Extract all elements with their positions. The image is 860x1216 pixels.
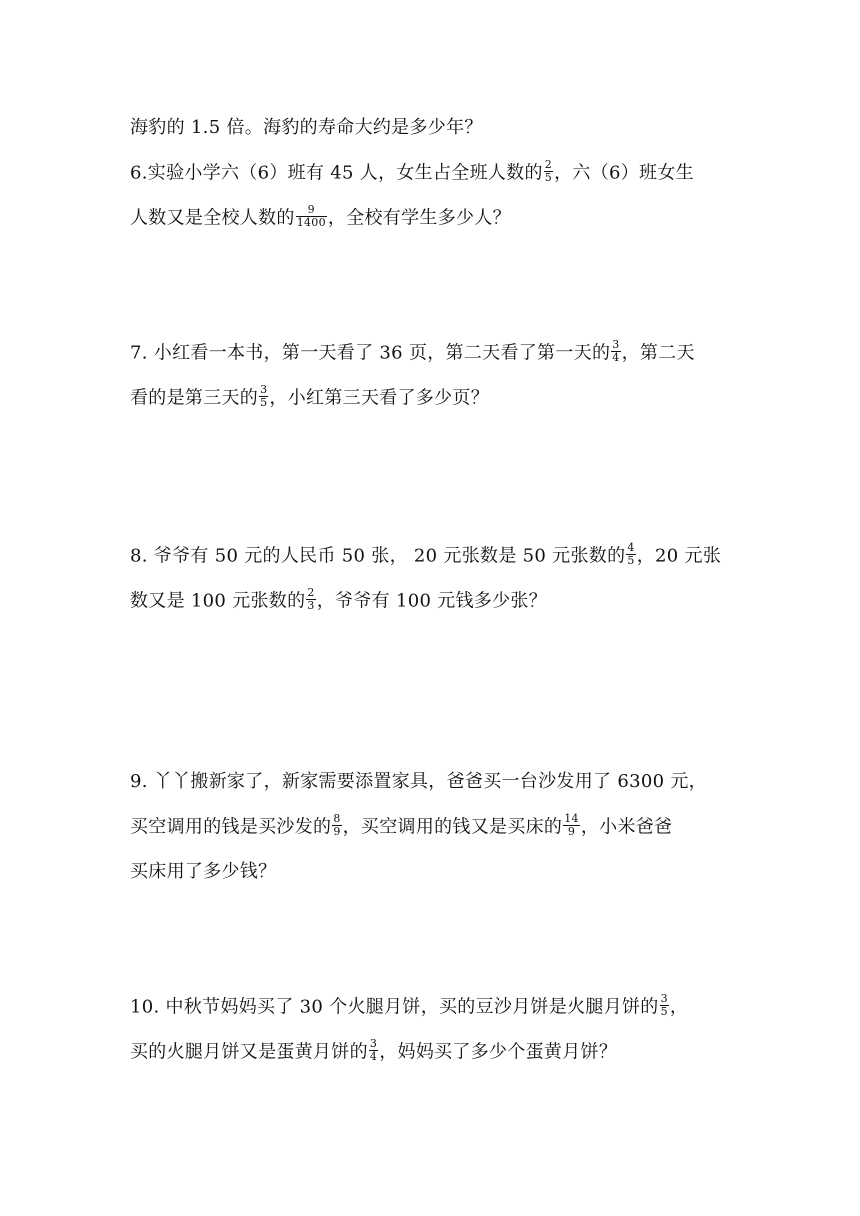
line-text: ，小红第三天看了多少页？ bbox=[269, 387, 490, 409]
fraction bbox=[563, 813, 580, 838]
line-text: ， bbox=[669, 996, 689, 1018]
line-text: 买的火腿月饼又是蛋黄月饼的 bbox=[130, 1041, 368, 1063]
problem-9-line-1 bbox=[130, 770, 707, 794]
line-text: ，爷爷有 100 元钱多少张？ bbox=[316, 590, 548, 612]
problem-6-line-1 bbox=[130, 158, 694, 186]
line-text: ，妈妈买了多少个蛋黄月饼？ bbox=[379, 1041, 618, 1063]
line-text: 7. 小红看一本书，第一天看了 36 页，第二天看了第一天的 bbox=[130, 342, 611, 364]
line-text: ，六（6）班女生 bbox=[554, 162, 694, 184]
fraction bbox=[259, 384, 268, 409]
numerator: 2 bbox=[544, 158, 553, 171]
denominator: 1400 bbox=[296, 216, 326, 229]
line-text: 8. 爷爷有 50 元的人民币 50 张， 20 元张数是 50 元张数的 bbox=[130, 545, 626, 567]
line-text: ，第二天 bbox=[621, 342, 695, 364]
fraction bbox=[626, 542, 635, 567]
line-text: ，全校有学生多少人？ bbox=[327, 207, 511, 229]
fraction bbox=[369, 1038, 378, 1063]
denominator: 3 bbox=[307, 599, 315, 612]
line-text: ，买空调用的钱又是买床的 bbox=[342, 816, 563, 838]
line-text: 买床用了多少钱？ bbox=[130, 861, 277, 882]
numerator: 9 bbox=[296, 204, 327, 217]
denominator: 5 bbox=[544, 171, 553, 184]
numerator: 4 bbox=[627, 541, 635, 554]
numerator: 2 bbox=[307, 586, 315, 599]
denominator: 9 bbox=[333, 825, 341, 838]
problem-7-line-2 bbox=[130, 383, 490, 411]
line-text: 10. 中秋节妈妈买了 30 个火腿月饼，买的豆沙月饼是火腿月饼的 bbox=[130, 996, 659, 1018]
denominator: 4 bbox=[612, 351, 620, 364]
problem-9-line-2 bbox=[130, 812, 673, 840]
line-text: 买空调用的钱是买沙发的 bbox=[130, 816, 332, 838]
line-text: 海豹的 1.5 倍。海豹的寿命大约是多少年？ bbox=[130, 117, 483, 138]
line-text: 数又是 100 元张数的 bbox=[130, 590, 306, 612]
numerator: 14 bbox=[564, 812, 579, 825]
text-line bbox=[130, 116, 483, 140]
denominator: 5 bbox=[260, 396, 268, 409]
problem-7-line-1 bbox=[130, 338, 695, 366]
denominator: 4 bbox=[369, 1050, 378, 1063]
denominator: 5 bbox=[627, 554, 635, 567]
numerator: 3 bbox=[260, 383, 268, 396]
fraction bbox=[306, 587, 315, 612]
line-text: 9. 丫丫搬新家了，新家需要添置家具，爸爸买一台沙发用了 6300 元， bbox=[130, 771, 707, 792]
fraction bbox=[544, 159, 553, 184]
line-text: 6.实验小学六（6）班有 45 人，女生占全班人数的 bbox=[130, 162, 543, 184]
problem-6-line-2 bbox=[130, 203, 511, 231]
problem-10-line-2 bbox=[130, 1037, 618, 1065]
line-text: ，小米爸爸 bbox=[580, 816, 673, 838]
denominator: 5 bbox=[660, 1005, 668, 1018]
line-text: 人数又是全校人数的 bbox=[130, 207, 295, 229]
problem-8-line-1 bbox=[130, 541, 722, 569]
fraction bbox=[660, 993, 669, 1018]
numerator: 3 bbox=[612, 338, 620, 351]
fraction bbox=[611, 339, 620, 364]
denominator: 9 bbox=[567, 825, 576, 838]
numerator: 8 bbox=[333, 812, 341, 825]
line-text: 看的是第三天的 bbox=[130, 387, 259, 409]
numerator: 3 bbox=[369, 1037, 378, 1050]
problem-8-line-2 bbox=[130, 586, 548, 614]
numerator: 3 bbox=[660, 992, 668, 1005]
line-text: ，20 元张 bbox=[636, 545, 722, 567]
problem-9-line-3 bbox=[130, 860, 276, 884]
fraction bbox=[332, 813, 341, 838]
fraction bbox=[296, 204, 327, 229]
problem-10-line-1 bbox=[130, 992, 689, 1020]
